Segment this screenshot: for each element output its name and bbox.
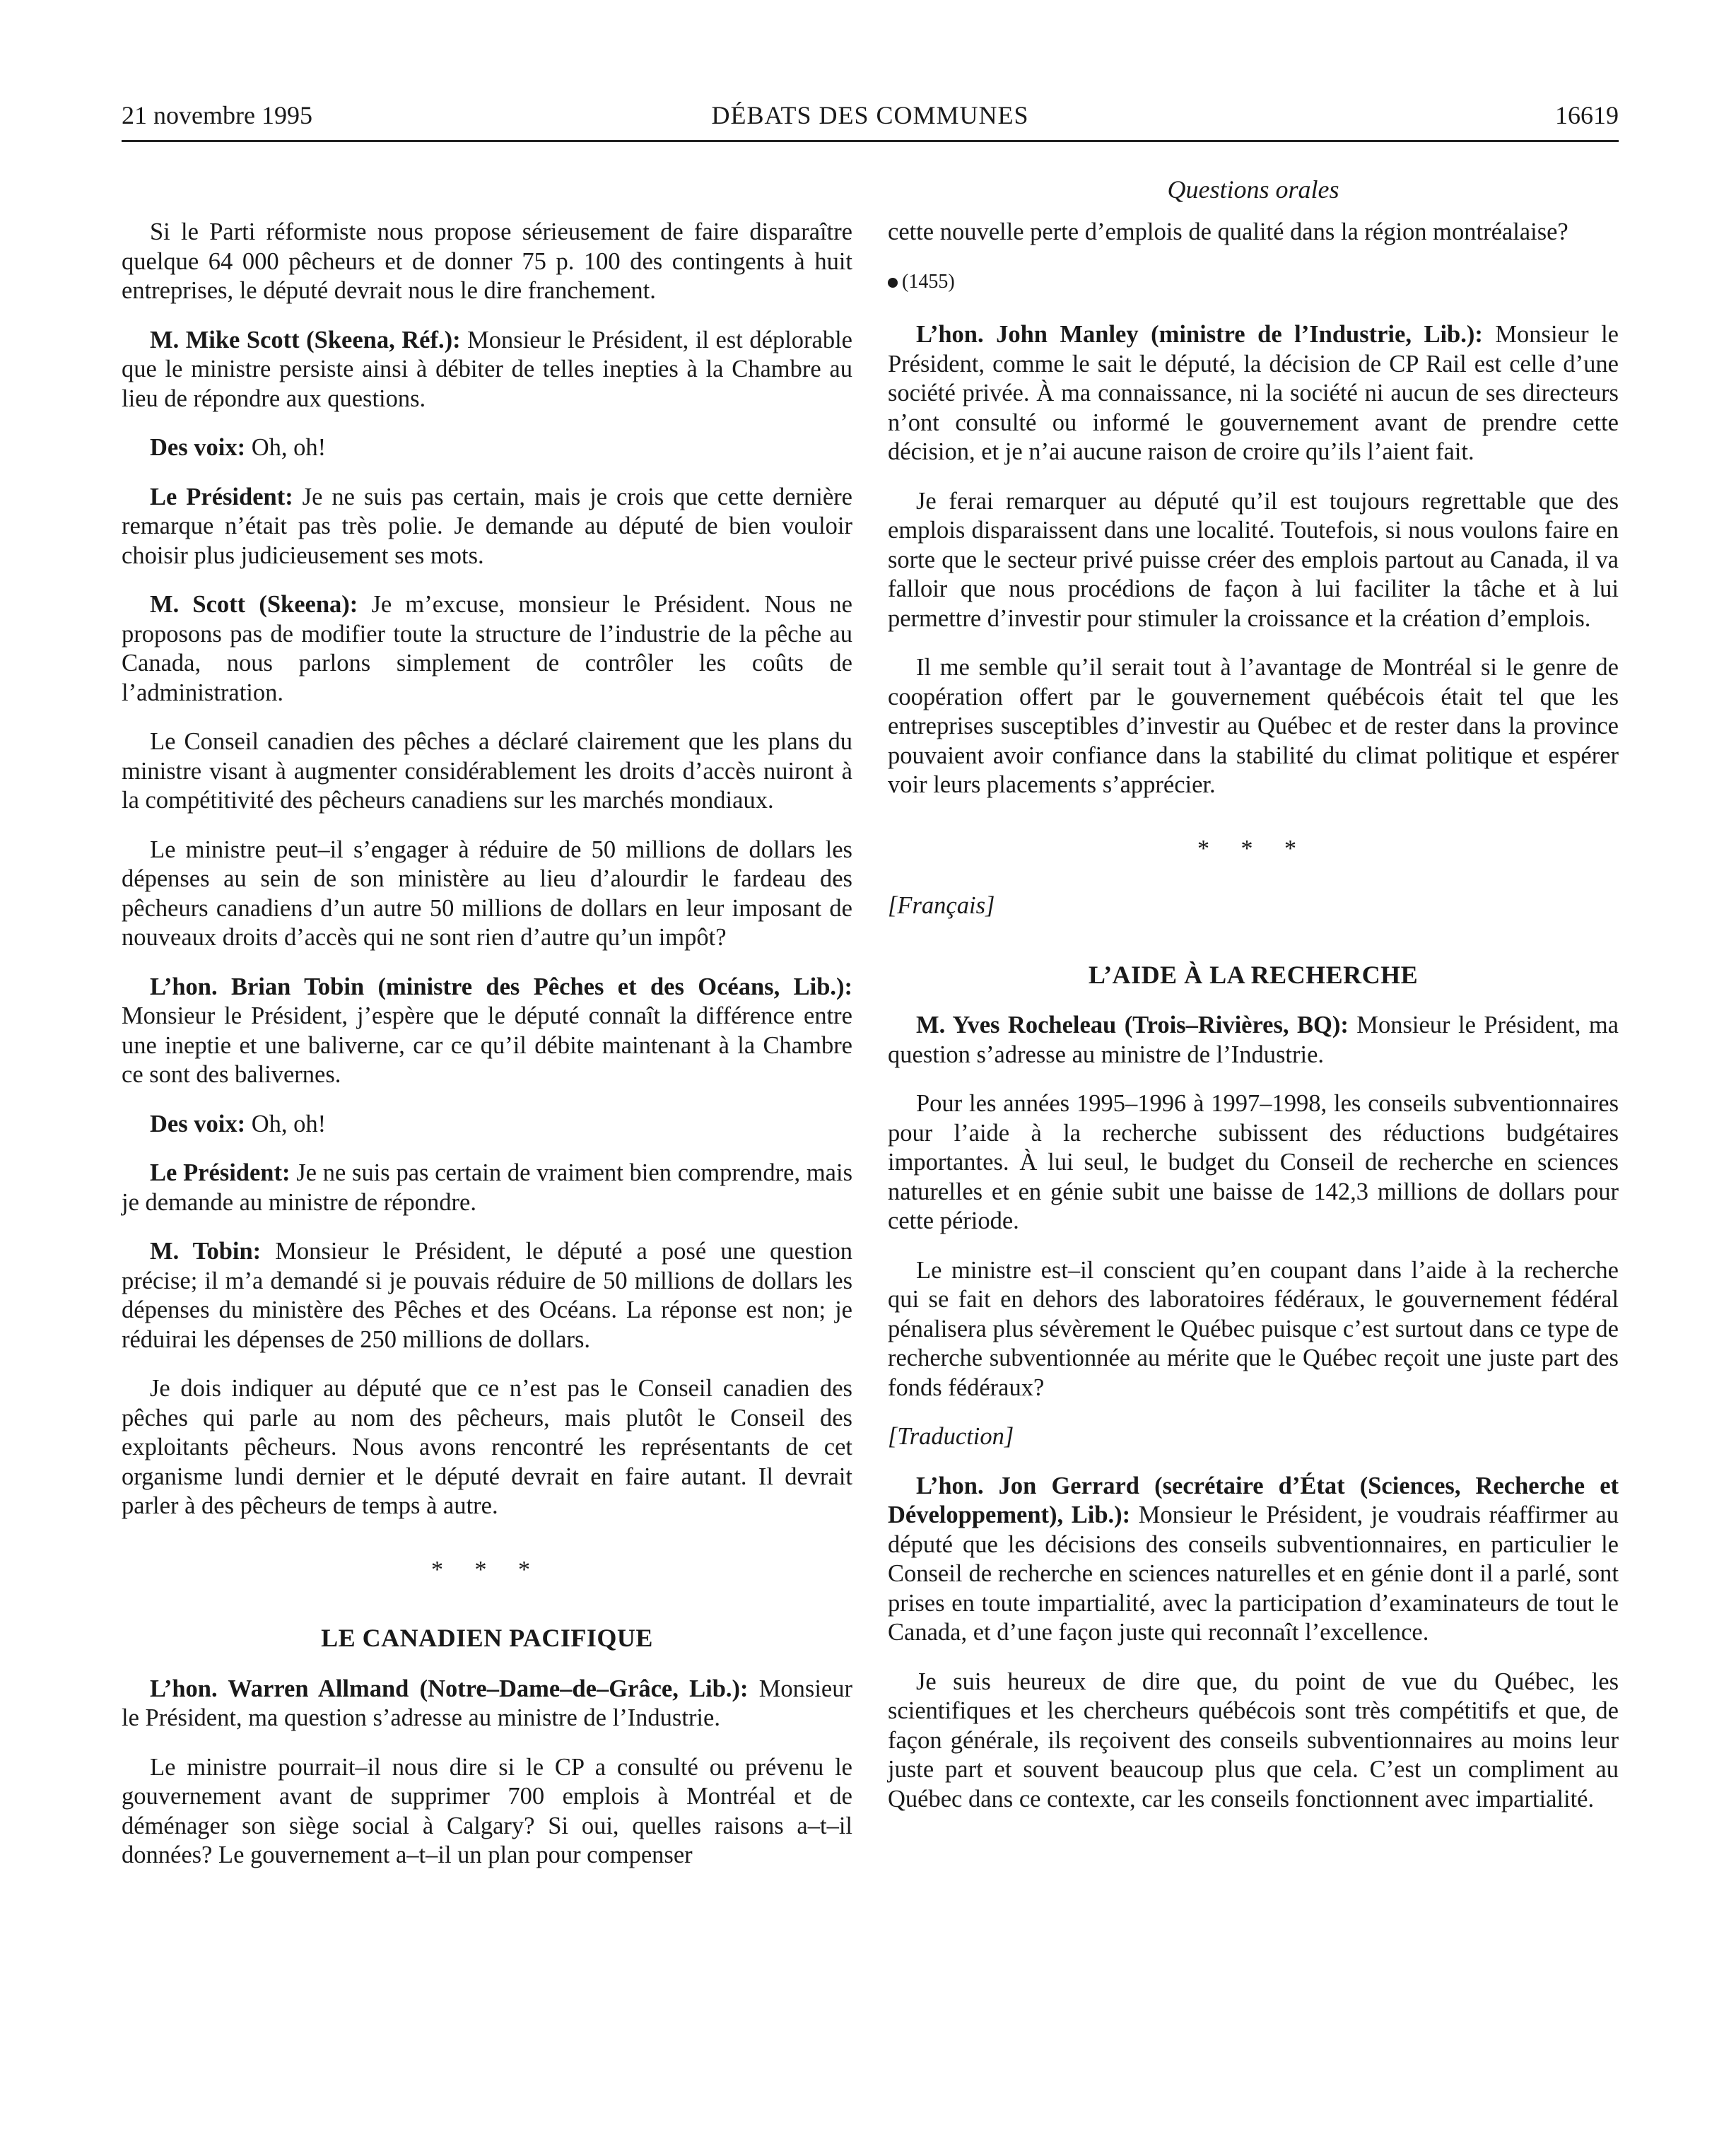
paragraph: Le ministre peut–il s’engager à réduire de 50 millions de dollars les dépenses au sein de son ministère au lieu d’alourdir le fardeau des pêcheurs canadiens d’un autre 50 millions de dollars en leur imposant de nouveaux droits d’accès qui ne sont rien d’autre qu’un impôt? [122,836,852,951]
paragraph: Le ministre pourrait–il nous dire si le CP a consulté ou prévenu le gouvernement avant de supprimer 700 emplois à Montréal et de déménager son siège social à Calgary? Si oui, quelles raisons a–t–il données? Le gouvernement a–t–il un plan pour compenser [122,1753,852,1868]
speaker-name: M. Mike Scott (Skeena, Réf.): [150,326,461,353]
speaker-name: L’hon. John Manley (ministre de l’Industrie, Lib.): [916,321,1483,348]
speaker-name: Le Président: [150,1159,291,1186]
speaker-name: L’hon. Jon Gerrard (secrétaire d’État (Sciences, Recherche et Développement), Lib.): [888,1472,1619,1528]
speech-text: Oh, oh! [245,1110,327,1137]
paragraph: Il me semble qu’il serait tout à l’avantage de Montréal si le genre de coopération offert par le gouvernement québécois était tel que les entreprises susceptibles d’investir au Québec et de rester dans la province pouvaient avoir confiance dans la stabilité du climat politique et espérer voir leurs placements s’apprécier. [888,654,1619,798]
speaker-name: Des voix: [150,434,246,461]
left-column [122,218,852,1890]
timestamp-text: (1455) [902,270,955,293]
speaker-name: L’hon. Warren Allmand (Notre–Dame–de–Grâce, Lib.): [150,1675,749,1702]
paragraph: Si le Parti réformiste nous propose sérieusement de faire disparaître quelque 64 000 pêcheurs et de donner 75 p. 100 des contingents à huit entreprises, le député devrait nous le dire franchement. [122,218,852,304]
section-heading: LE CANADIEN PACIFIQUE [321,1624,653,1652]
page-header [122,100,1619,140]
paragraph: cette nouvelle perte d’emplois de qualité dans la région montréalaise? [888,218,1568,245]
language-marker: [Français] [888,892,995,919]
paragraph: Je suis heureux de dire que, du point de vue du Québec, les scientifiques et les chercheurs québécois sont très compétitifs et que, de façon générale, ils reçoivent des conseils subventionnaires au moins leur juste part et souvent beaucoup plus que cela. C’est un compliment au Québec dans ce contexte, car les conseils fonctionnent avec impartialité. [888,1668,1619,1813]
speech-text: Je ne suis pas certain de vraiment bien comprendre, mais je demande au ministre de répondre. [122,1159,852,1216]
paragraph [122,326,852,414]
paragraph [888,1011,1619,1070]
paragraph [888,1472,1619,1648]
paragraph [122,1237,852,1354]
speech-text: Monsieur le Président, ma question s’adresse au ministre de l’Industrie. [122,1675,852,1731]
bullet-icon [888,278,898,288]
paragraph [122,590,852,708]
speaker-name: Le Président: [150,483,293,510]
paragraph: Le ministre est–il conscient qu’en coupant dans l’aide à la recherche qui se fait en dehors des laboratoires fédéraux, le gouvernement fédéral pénalisera plus sévèrement le Québec puisque c’est surtout dans ce type de recherche subventionnée au mérite que le Québec reçoit une juste part des fonds fédéraux? [888,1256,1619,1401]
timestamp [888,267,1619,297]
paragraph: Je dois indiquer au député que ce n’est pas le Conseil canadien des pêches qui parle au nom des pêcheurs, mais plutôt le Conseil des exploitants pêcheurs. Nous avons rencontré les représentants de cet organisme lundi dernier et le député devrait en faire autant. Il devrait parler à des pêcheurs de temps à autre. [122,1375,852,1519]
speech-text: Je ne suis pas certain, mais je crois que cette dernière remarque n’était pas très polie. Je demande au député de bien vouloir choisir plus judicieusement ses mots. [122,483,852,569]
paragraph [122,1159,852,1217]
section-label: Questions orales [1167,175,1339,204]
paragraph: Le Conseil canadien des pêches a déclaré clairement que les plans du ministre visant à augmenter considérablement les droits d’accès nuiront à la compétitivité des pêcheurs canadiens sur les marchés mondiaux. [122,728,852,814]
paragraph: Je ferai remarquer au député qu’il est toujours regrettable que des emplois disparaissent dans une localité. Toutefois, si nous voulons faire en sorte que le secteur privé puisse créer des emplois partout au Canada, il va falloir que nous procédions de façon à lui faciliter la tâche et à lui permettre d’investir pour stimuler la croissance et la création d’emplois. [888,487,1619,632]
speaker-name: Des voix: [150,1110,246,1137]
right-column [888,218,1619,1834]
speech-text: Je m’excuse, monsieur le Président. Nous ne proposons pas de modifier toute la structure de l’industrie de la pêche au Canada, nous parlons simplement de contrôler les coûts de l’administration. [122,591,852,706]
speech-text: Monsieur le Président, comme le sait le député, la décision de CP Rail est celle d’une société privée. À ma connaissance, ni la société ni aucun de ses directeurs n’ont consulté ou informé le gouvernement avant de prendre cette décision, et je n’ai aucune raison de croire qu’ils l’aient fait. [888,321,1619,465]
header-date: 21 novembre 1995 [122,101,312,129]
speech-text: Monsieur le Président, ma question s’adresse au ministre de l’Industrie. [888,1012,1619,1068]
language-marker: [Traduction] [888,1423,1014,1450]
paragraph [122,1110,852,1140]
header-rule [122,140,1619,142]
speech-text: Monsieur le Président, le député a posé une question précise; il m’a demandé si je pouvais réduire de 50 millions de dollars les dépenses du ministère des Pêches et des Océans. La réponse est non; je réduirai les dépenses de 250 millions de dollars. [122,1238,852,1353]
section-separator: * * * [431,1556,543,1583]
page-number: 16619 [1555,101,1619,129]
paragraph [122,433,852,463]
header-title: DÉBATS DES COMMUNES [711,101,1029,129]
speaker-name: M. Yves Rocheleau (Trois–Rivières, BQ): [916,1012,1349,1038]
speech-text: Monsieur le Président, il est déplorable que le ministre persiste ainsi à débiter de telles inepties à la Chambre au lieu de répondre aux questions. [122,326,852,412]
paragraph [122,1675,852,1733]
paragraph [122,973,852,1090]
section-separator: * * * [1197,835,1309,862]
speaker-name: M. Scott (Skeena): [150,591,358,618]
paragraph: Pour les années 1995–1996 à 1997–1998, les conseils subventionnaires pour l’aide à la recherche subissent des réductions budgétaires importantes. À lui seul, le budget du Conseil de recherche en sciences naturelles et en génie subit une baisse de 142,3 millions de dollars pour cette période. [888,1090,1619,1234]
paragraph [888,320,1619,467]
speech-text: Oh, oh! [245,434,327,461]
speech-text: Monsieur le Président, j’espère que le député connaît la différence entre une ineptie et une baliverne, car ce qu’il débite maintenant à la Chambre ce sont des balivernes. [122,1002,852,1088]
speaker-name: M. Tobin: [150,1238,262,1265]
section-heading: L’AIDE À LA RECHERCHE [1088,960,1419,989]
paragraph [122,483,852,571]
speaker-name: L’hon. Brian Tobin (ministre des Pêches et des Océans, Lib.): [150,973,852,1000]
speech-text: Monsieur le Président, je voudrais réaffirmer au député que les décisions des conseils subventionnaires, en particulier le Conseil de recherche en sciences naturelles et en génie dont il a parlé, sont prises en toute impartialité, avec la participation d’examinateurs de tout le Canada, et d’une façon juste qui reconnaît l’excellence. [888,1501,1619,1646]
